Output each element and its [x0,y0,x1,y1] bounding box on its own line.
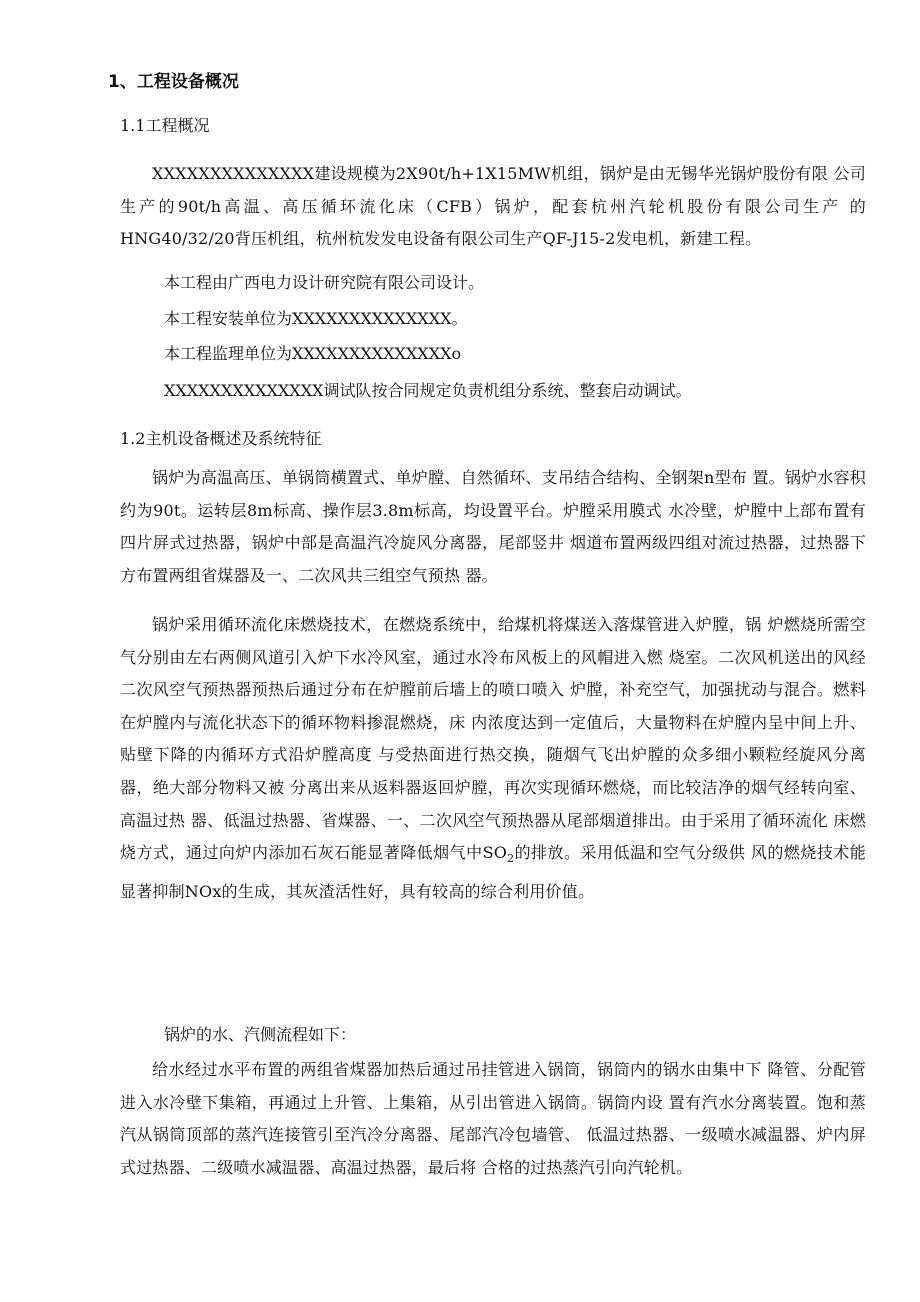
paragraph-water-steam-flow: 给水经过水平布置的两组省煤器加热后通过吊挂管进入锅筒，锅筒内的锅水由集中下 降管、分配管进入水冷壁下集箱，再通过上升管、上集箱，从引出管进入锅筒。锅筒内设 置有汽水分离装置。饱和蒸汽从锅筒顶部的蒸汽连接管引至汽冷分离器、尾部汽冷包墙管、 低温过热器、一级喷水减温器、炉内屏式过热器、二级喷水减温器、高温过热器，最后将 合格的过热蒸汽引向汽轮机。 [120,1060,866,1177]
line-debug-team: XXXXXXXXXXXXXX调试队按合同规定负责机组分系统、整套启动调试。 [164,381,692,400]
flow-intro: 锅炉的水、汽侧流程如下： [164,1025,357,1044]
combustion-text-a: 锅炉采用循环流化床燃烧技术，在燃烧系统中，给煤机将煤送入落煤管进入炉膛，锅 炉燃烧所需空气分别由左右两侧风道引入炉下水冷风室，通过水冷布风板上的风帽进入燃 烧室。二次风机送出的风经二次风空气预热器预热后通过分布在炉膛前后墙上的喷口喷入 炉膛，补充空气，加强扰动与混合。燃料在炉膛内与流化状态下的循环物料掺混燃烧，床 内浓度达到一定值后，大量物料在炉膛内呈中间上升、贴壁下降的内循环方式沿炉膛高度 与受热面进行热交换，随烟气飞出炉膛的众多细小颗粒经旋风分离器，绝大部分物料又被 分离出来从返料器返回炉膛，再次实现循环燃烧，而比较洁净的烟气经转向室、高温过热 器、低温过热器、省煤器、一、二次风空气预热器从尾部烟道排出。由于采用了循环流化 床燃烧方式，通过向炉内添加石灰石能显著降低烟气中SO [120,615,866,863]
subsection-title-1-2: 1.2主机设备概述及系统特征 [120,429,322,448]
so2-subscript: 2 [507,852,515,866]
line-supervise-unit: 本工程监理单位为XXXXXXXXXXXXXXo [164,344,462,363]
section-heading: 1、工程设备概况 [108,72,239,92]
subsection-title-1-1: 1.1工程概况 [120,116,210,135]
line-design-unit: 本工程由广西电力设计研究院有限公司设计。 [164,273,485,292]
paragraph-overview: XXXXXXXXXXXXXX建设规模为2X90t/h+1X15MW机组，锅炉是由无锡华光锅炉股份有限 公司生产的90t/h高温、高压循环流化床（CFB）锅炉，配套杭州汽轮机股份有限公司生产 的HNG40/32/20背压机组，杭州杭发发电设备有限公司生产QF-J15-2发电机，新建工程。 [120,164,866,249]
paragraph-combustion [120,609,866,909]
line-install-unit: 本工程安装单位为XXXXXXXXXXXXXX。 [164,309,468,328]
paragraph-boiler-structure: 锅炉为高温高压、单锅筒横置式、单炉膛、自然循环、支吊结合结构、全钢架n型布 置。锅炉水容积约为90t。运转层8m标高、操作层3.8m标高，均设置平台。炉膛采用膜式 水冷壁，炉膛中上部布置有四片屏式过热器，锅炉中部是高温汽冷旋风分离器，尾部竖井 烟道布置两级四组对流过热器，过热器下方布置两组省煤器及一、二次风共三组空气预热 器。 [120,468,866,585]
combustion-text-b: 的排放。采用低温和空气分级供 风的燃烧技术能显著抑制NOx的生成，其灰渣活性好，具有较高的综合利用价值。 [120,843,866,901]
